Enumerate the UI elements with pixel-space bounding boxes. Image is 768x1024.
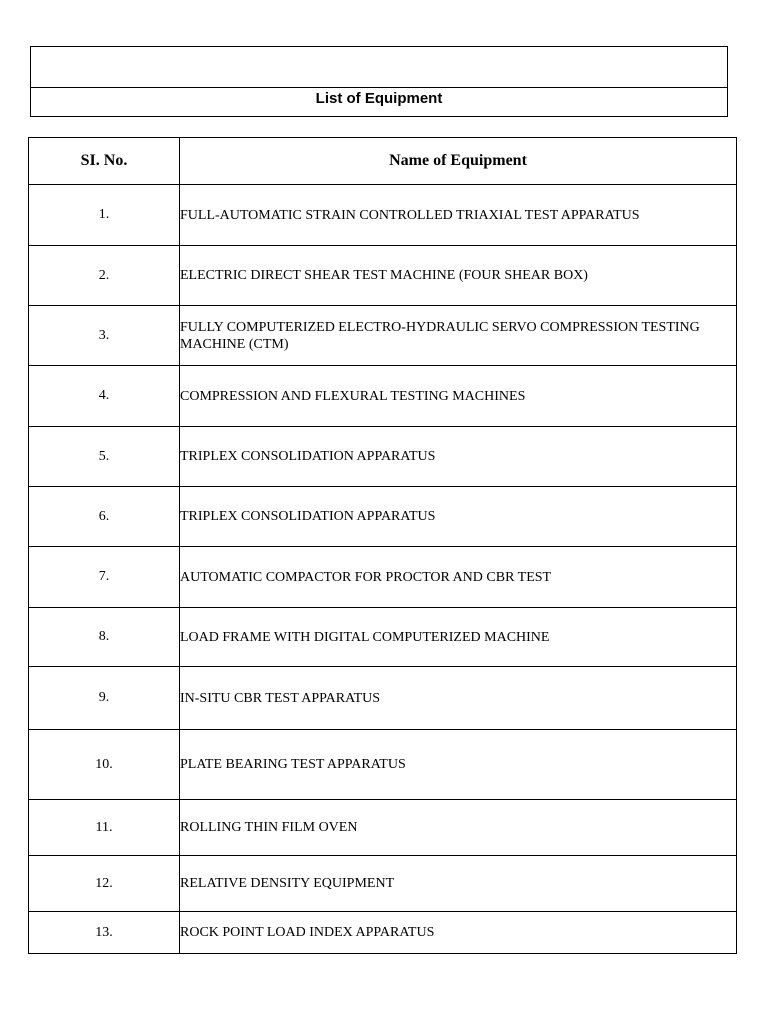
equipment-name: COMPRESSION AND FLEXURAL TESTING MACHINES [180,366,737,427]
table-row [29,185,737,246]
table-row [29,730,737,800]
column-header-serial: SI. No. [29,138,180,185]
equipment-name: IN-SITU CBR TEST APPARATUS [180,667,737,730]
serial-number: 12. [29,856,180,912]
equipment-name: FULLY COMPUTERIZED ELECTRO-HYDRAULIC SERVO COMPRESSION TESTING MACHINE (CTM) [180,306,737,366]
equipment-name: ROCK POINT LOAD INDEX APPARATUS [180,912,737,954]
table-row [29,608,737,667]
serial-number: 1. [29,185,180,246]
table-row [29,800,737,856]
serial-number: 13. [29,912,180,954]
table-row [29,856,737,912]
table-row [29,547,737,608]
table-row [29,912,737,954]
equipment-table [28,137,737,954]
serial-number: 7. [29,547,180,608]
serial-number: 4. [29,366,180,427]
equipment-name: ROLLING THIN FILM OVEN [180,800,737,856]
serial-number: 11. [29,800,180,856]
serial-number: 10. [29,730,180,800]
header-box [30,46,728,117]
equipment-name: TRIPLEX CONSOLIDATION APPARATUS [180,487,737,547]
column-header-equipment: Name of Equipment [180,138,737,185]
table-row [29,667,737,730]
serial-number: 2. [29,246,180,306]
equipment-name: PLATE BEARING TEST APPARATUS [180,730,737,800]
equipment-name: ELECTRIC DIRECT SHEAR TEST MACHINE (FOUR SHEAR BOX) [180,246,737,306]
equipment-name: TRIPLEX CONSOLIDATION APPARATUS [180,427,737,487]
equipment-name: RELATIVE DENSITY EQUIPMENT [180,856,737,912]
table-row [29,246,737,306]
table-header-row [29,138,737,185]
table-row [29,306,737,366]
table-row [29,366,737,427]
equipment-name: FULL-AUTOMATIC STRAIN CONTROLLED TRIAXIAL TEST APPARATUS [180,185,737,246]
serial-number: 5. [29,427,180,487]
serial-number: 9. [29,667,180,730]
table-row [29,427,737,487]
serial-number: 8. [29,608,180,667]
page-title: List of Equipment [315,90,443,107]
header-blank-row [31,47,727,88]
table-row [29,487,737,547]
serial-number: 3. [29,306,180,366]
equipment-name: LOAD FRAME WITH DIGITAL COMPUTERIZED MACHINE [180,608,737,667]
serial-number: 6. [29,487,180,547]
equipment-name: AUTOMATIC COMPACTOR FOR PROCTOR AND CBR TEST [180,547,737,608]
